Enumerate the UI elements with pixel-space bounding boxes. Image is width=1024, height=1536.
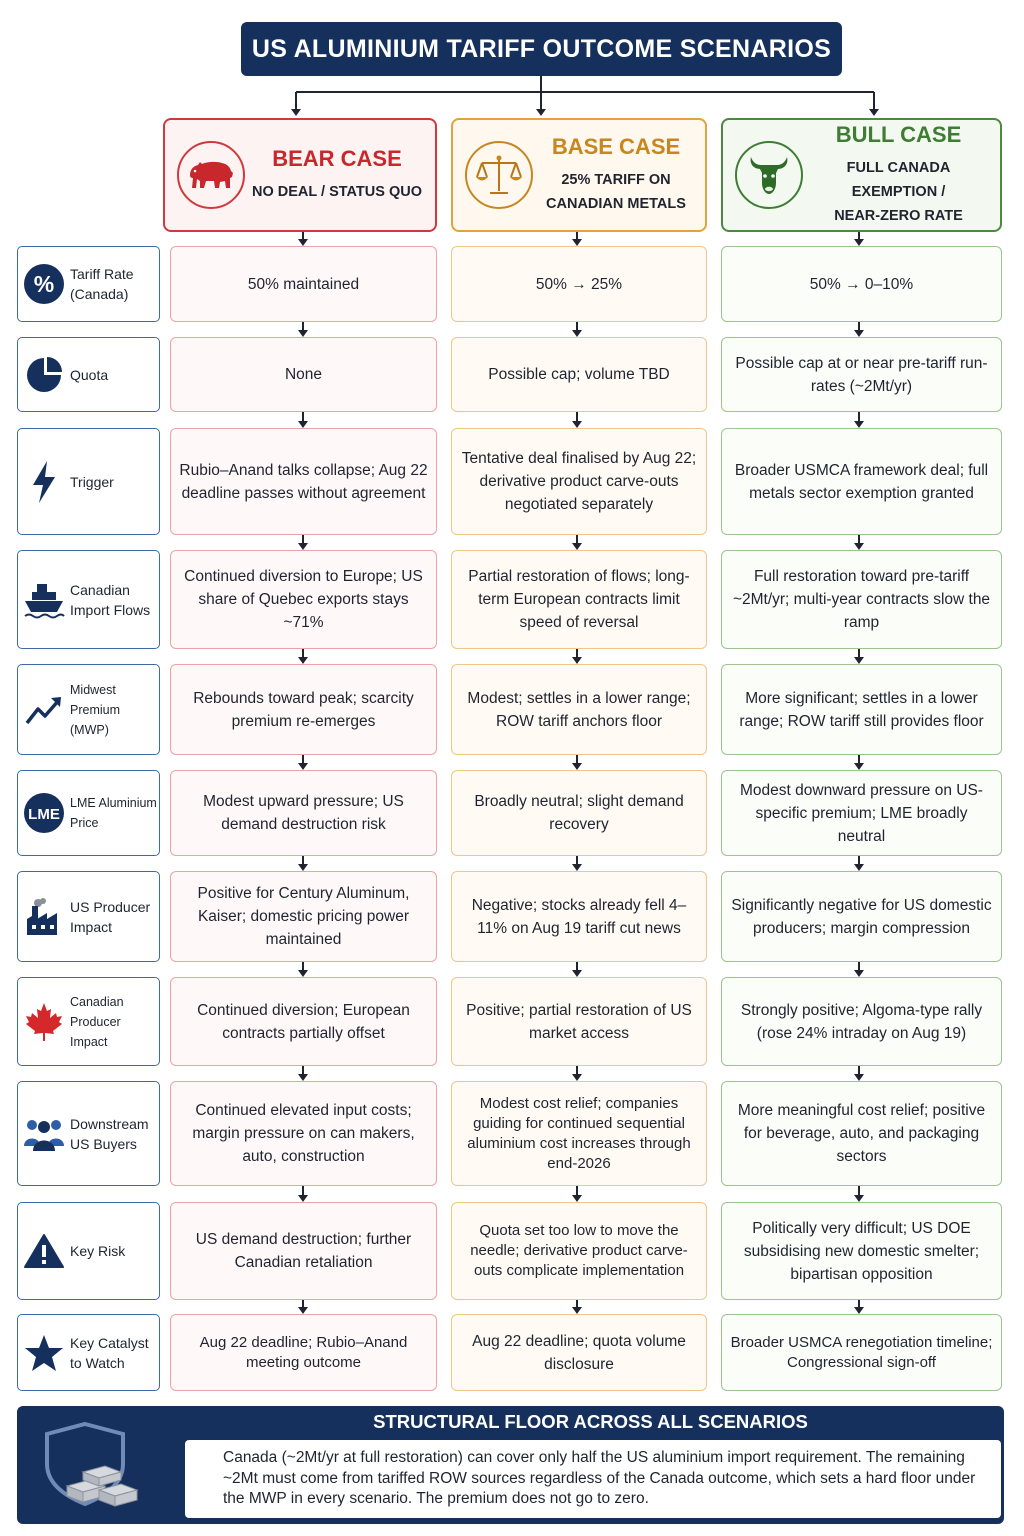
row-label-text: Key Catalyst to Watch <box>70 1334 149 1371</box>
arrow-head <box>572 864 582 871</box>
percent-icon <box>23 263 65 305</box>
arrow-head <box>298 239 308 246</box>
row-label-text: LME Aluminium Price <box>70 796 157 830</box>
base-downstream-us-buyers: Modest cost relief; companies guiding for continued sequential aluminium cost increases through end-2026 <box>451 1081 707 1186</box>
base-case-subtitle-line1: 25% TARIFF ON <box>561 172 671 188</box>
lme-icon <box>23 792 65 834</box>
row-label-canadian-producer-impact <box>17 977 160 1066</box>
bear-lme-price: Modest upward pressure; US demand destruction risk <box>170 770 437 856</box>
bull-lme-price: Modest downward pressure on US-specific premium; LME broadly neutral <box>721 770 1002 856</box>
arrow-head <box>572 763 582 770</box>
arrow-head <box>291 109 301 116</box>
row-label-text: Midwest Premium (MWP) <box>70 682 121 737</box>
row-label-downstream-us-buyers <box>17 1081 160 1186</box>
bull-canadian-producer-impact: Strongly positive; Algoma-type rally (rose 24% intraday on Aug 19) <box>721 977 1002 1066</box>
row-label-text: Quota <box>70 366 109 383</box>
bull-downstream-us-buyers: More meaningful cost relief; positive for beverage, auto, and packaging sectors <box>721 1081 1002 1186</box>
arrow-head <box>572 421 582 428</box>
svg-text:%: % <box>33 271 55 297</box>
bear-key-catalyst: Aug 22 deadline; Rubio–Anand meeting outcome <box>170 1314 437 1391</box>
row-label-text: Downstream US Buyers <box>70 1115 149 1152</box>
base-key-catalyst: Aug 22 deadline; quota volume disclosure <box>451 1314 707 1391</box>
arrow-head <box>854 1074 864 1081</box>
row-label-text: Canadian Import Flows <box>70 581 151 618</box>
arrow-head <box>572 657 582 664</box>
base-case-subtitle-line2: CANADIAN METALS <box>546 196 686 212</box>
arrow-head <box>298 1074 308 1081</box>
arrow-head <box>298 970 308 977</box>
row-label-midwest-premium <box>17 664 160 755</box>
arrow-head <box>536 109 546 116</box>
row-label-text: Key Risk <box>70 1243 126 1259</box>
bear-canadian-producer-impact: Continued diversion; European contracts partially offset <box>170 977 437 1066</box>
arrow-head <box>854 421 864 428</box>
arrow-head <box>854 1307 864 1314</box>
row-label-key-risk <box>17 1202 160 1300</box>
arrow-head <box>572 330 582 337</box>
arrow-head <box>854 543 864 550</box>
bear-icon <box>177 141 245 209</box>
row-label-tariff-rate <box>17 246 160 322</box>
bull-icon <box>735 141 803 209</box>
bear-us-producer-impact: Positive for Century Aluminum, Kaiser; domestic pricing power maintained <box>170 871 437 962</box>
row-label-text: Trigger <box>70 473 114 490</box>
bull-case-subtitle-line2: NEAR-ZERO RATE <box>834 208 963 224</box>
bull-trigger: Broader USMCA framework deal; full metals sector exemption granted <box>721 428 1002 535</box>
arrow-head <box>572 970 582 977</box>
bear-case-title: BEAR CASE <box>272 146 402 171</box>
base-us-producer-impact: Negative; stocks already fell 4–11% on Aug 19 tariff cut news <box>451 871 707 962</box>
structural-floor-panel <box>17 1406 1004 1524</box>
row-label-canadian-import-flows <box>17 550 160 649</box>
bull-key-catalyst: Broader USMCA renegotiation timeline; Congressional sign-off <box>721 1314 1002 1391</box>
factory-icon <box>24 897 64 937</box>
base-lme-price: Broadly neutral; slight demand recovery <box>451 770 707 856</box>
warning-icon <box>24 1233 64 1269</box>
row-label-key-catalyst <box>17 1314 160 1391</box>
arrow-head <box>572 1307 582 1314</box>
arrow-head <box>298 1307 308 1314</box>
arrow-head <box>854 970 864 977</box>
arrow-head <box>572 239 582 246</box>
bear-downstream-us-buyers: Continued elevated input costs; margin pressure on can makers, auto, construction <box>170 1081 437 1186</box>
bear-midwest-premium: Rebounds toward peak; scarcity premium re-emerges <box>170 664 437 755</box>
lme-icon-text: LME <box>28 806 60 823</box>
row-label-text: Tariff Rate (Canada) <box>70 266 134 302</box>
bear-trigger: Rubio–Anand talks collapse; Aug 22 deadline passes without agreement <box>170 428 437 535</box>
page-title: US ALUMINIUM TARIFF OUTCOME SCENARIOS <box>241 22 842 76</box>
arrow-head <box>298 657 308 664</box>
arrow-head <box>298 763 308 770</box>
star-icon <box>24 1333 64 1373</box>
row-label-text: US Producer Impact <box>70 898 151 935</box>
row-label-text: Canadian Producer Impact <box>70 994 124 1049</box>
arrow-head <box>854 763 864 770</box>
base-canadian-producer-impact: Positive; partial restoration of US market access <box>451 977 707 1066</box>
row-label-trigger <box>17 428 160 535</box>
arrow-head <box>298 543 308 550</box>
trend-up-icon <box>24 693 64 727</box>
arrow-head <box>298 864 308 871</box>
arrow-head <box>298 1195 308 1202</box>
bear-canadian-import-flows: Continued diversion to Europe; US share of Quebec exports stays ~71% <box>170 550 437 649</box>
arrow-head <box>854 330 864 337</box>
row-label-quota <box>17 337 160 412</box>
arrow-head <box>572 543 582 550</box>
base-case-title: BASE CASE <box>551 134 681 159</box>
base-canadian-import-flows: Partial restoration of flows; long-term European contracts limit speed of reversal <box>451 550 707 649</box>
bull-key-risk: Politically very difficult; US DOE subsidising new domestic smelter; bipartisan opposition <box>721 1202 1002 1300</box>
base-tariff-rate: 50% → 25% <box>451 246 707 322</box>
bear-key-risk: US demand destruction; further Canadian retaliation <box>170 1202 437 1300</box>
arrow-head <box>572 1195 582 1202</box>
arrow-head <box>854 1195 864 1202</box>
bull-canadian-import-flows: Full restoration toward pre-tariff ~2Mt/yr; multi-year contracts slow the ramp <box>721 550 1002 649</box>
bull-case-header <box>721 118 1002 232</box>
floor-title: STRUCTURAL FLOOR ACROSS ALL SCENARIOS <box>373 1411 808 1432</box>
bull-tariff-rate: 50% → 0–10% <box>721 246 1002 322</box>
bull-us-producer-impact: Significantly negative for US domestic producers; margin compression <box>721 871 1002 962</box>
row-label-lme-price <box>17 770 160 856</box>
bear-case-subtitle: NO DEAL / STATUS QUO <box>252 184 422 200</box>
people-icon <box>23 1116 65 1152</box>
base-midwest-premium: Modest; settles in a lower range; ROW tariff anchors floor <box>451 664 707 755</box>
pie-chart-icon <box>24 355 64 395</box>
scales-icon <box>465 141 533 209</box>
shield-ingots-icon <box>45 1420 165 1512</box>
lightning-icon <box>29 459 59 505</box>
bear-case-header <box>163 118 437 232</box>
base-trigger: Tentative deal finalised by Aug 22; derivative product carve-outs negotiated separately <box>451 428 707 535</box>
arrow-head <box>572 1074 582 1081</box>
arrow-head <box>854 864 864 871</box>
base-case-header <box>451 118 707 232</box>
bear-quota: None <box>170 337 437 412</box>
maple-leaf-icon <box>24 1001 64 1043</box>
bull-case-title: BULL CASE <box>835 122 962 147</box>
floor-body: Canada (~2Mt/yr at full restoration) can cover only half the US aluminium import requirement. The remaining ~2Mt must come from tariffed ROW sources regardless of the Canada outcome, which sets a hard floor under the MWP in every scenario. The premium does not go to zero. <box>185 1440 1001 1518</box>
arrow-head <box>869 109 879 116</box>
ship-icon <box>23 580 65 620</box>
row-label-us-producer-impact <box>17 871 160 962</box>
bear-tariff-rate: 50% maintained <box>170 246 437 322</box>
bull-quota: Possible cap at or near pre-tariff run-rates (~2Mt/yr) <box>721 337 1002 412</box>
arrow-head <box>854 657 864 664</box>
bull-midwest-premium: More significant; settles in a lower range; ROW tariff still provides floor <box>721 664 1002 755</box>
arrow-head <box>854 239 864 246</box>
base-quota: Possible cap; volume TBD <box>451 337 707 412</box>
arrow-head <box>298 421 308 428</box>
bull-case-subtitle-line1: FULL CANADA EXEMPTION / <box>846 160 951 200</box>
arrow-head <box>298 330 308 337</box>
base-key-risk: Quota set too low to move the needle; derivative product carve-outs complicate implementation <box>451 1202 707 1300</box>
